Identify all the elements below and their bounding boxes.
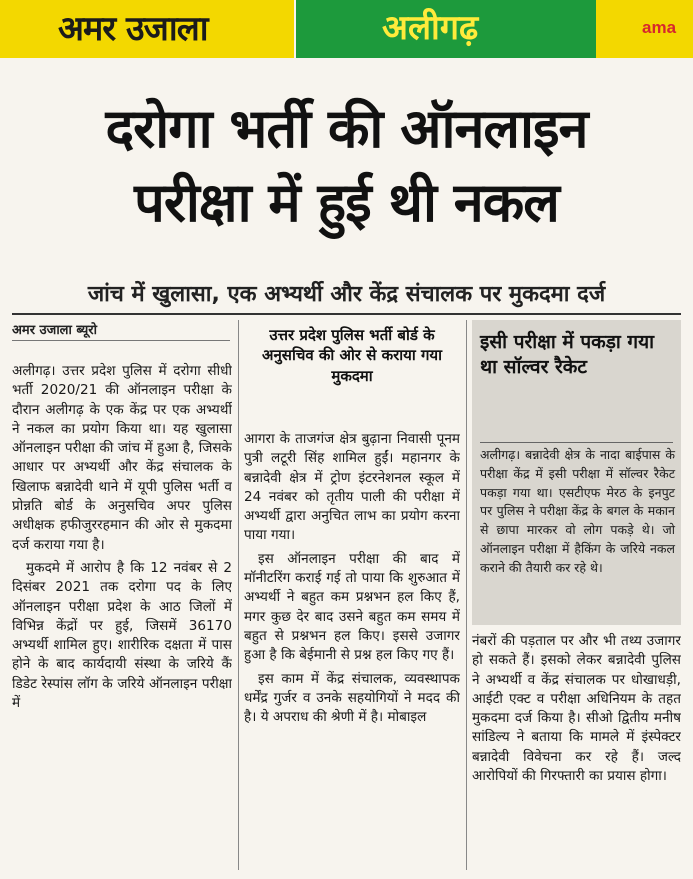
- sidebar-divider: [480, 442, 673, 443]
- sidebar-text: अलीगढ़। बन्नादेवी क्षेत्र के नादा बाईपास के परीक्षा केंद्र में इसी परीक्षा में सॉल्वर रैकेट पकड़ा गया था। एसटीएफ मेरठ के इनपुट पर पुलिस ने परीक्षा केंद्र के बगल के मकान से छापा मारकर वो लोग पकड़े थे। जो ऑनलाइन परीक्षा में हैकिंग के जरिये नकल कराने की तैयारी कर रहे थे।: [480, 447, 675, 575]
- headline: [0, 97, 693, 249]
- inset-headline: उत्तर प्रदेश पुलिस भर्ती बोर्ड के अनुसचिव की ओर से कराया गया मुकदमा: [262, 326, 442, 385]
- paragraph: इस काम में केंद्र संचालक, व्यवस्थापक धर्मेंद्र गुर्जर व उनके सहयोगियों ने मदद की है। ये अपराध की श्रेणी में है। मोबाइल: [244, 670, 460, 726]
- column-2: [244, 430, 460, 870]
- divider: [12, 313, 681, 315]
- paragraph: अलीगढ़। उत्तर प्रदेश पुलिस में दरोगा सीधी भर्ती 2020/21 की ऑनलाइन परीक्षा के दौरान अलीगढ़ के एक केंद्र पर एक अभ्यर्थी ने नकल का प्रयोग किया था। यह खुलासा ऑनलाइन परीक्षा की जांच में हुआ है, जिसके आधार पर अभ्यर्थी और केंद्र संचालक के खिलाफ बन्नादेवी थाने में यूपी पुलिस भर्ती व प्रोन्नति बोर्ड के अनुसचिव अपर पुलिस अधीक्षक हफीजुररहमान की ओर से मुकदमा दर्ज कराया गया है।: [12, 363, 232, 553]
- city-name: अलीगढ़: [382, 8, 479, 48]
- sidebar-title: इसी परीक्षा में पकड़ा गया था सॉल्वर रैकेट: [480, 331, 655, 378]
- column-1: [12, 362, 232, 872]
- sidebar-box: [472, 320, 681, 625]
- city-bar: [296, 0, 596, 58]
- brand-name: अमर उजाला: [58, 9, 208, 49]
- paragraph: आगरा के ताजगंज क्षेत्र बुढ़ाना निवासी पूनम पुत्री लटूरी सिंह शामिल हुईं। महानगर के बन्नादेवी क्षेत्र में ट्रोण इंटरनेशनल स्कूल में 24 नवंबर को तृतीय पाली की परीक्षा में अभ्यर्थी द्वारा अनुचित लाभ का प्रयोग करना पाया गया।: [244, 431, 460, 544]
- paragraph: इस ऑनलाइन परीक्षा की बाद में मॉनीटरिंग कराई गई तो पाया कि शुरुआत में अभ्यर्थी ने बहुत कम प्रश्नभन हल किए हैं, मगर कुछ देर बाद उसने बहुत कम समय में बहुत से प्रश्नभन हल किए। इससे उजागर हुआ है कि बेईमानी से प्रश्न हल किए गए हैं।: [244, 550, 460, 664]
- column-divider: [466, 320, 467, 870]
- headline-line-2: परीक्षा में हुई थी नकल: [134, 171, 559, 235]
- paragraph: मुकदमे में आरोप है कि 12 नवंबर से 2 दिसंबर 2021 तक दरोगा पद के लिए ऑनलाइन परीक्षा प्रदेश के आठ जिलों में विभिन्न केंद्रों पर हुई, जिसमें 36170 अभ्यर्थी शामिल हुए। शारीरिक दक्षता में पास होने के बाद कार्यदायी संस्था के जरिये कैं डिडेट रेस्पांस लॉग के जरिये ऑनलाइन परीक्षा में: [12, 559, 232, 712]
- byline-divider: [12, 340, 230, 341]
- masthead: [0, 0, 693, 58]
- brand-bar: [0, 0, 294, 58]
- headline-line-1: दरोगा भर्ती की ऑनलाइन: [105, 97, 588, 160]
- logo-fragment: [596, 0, 693, 58]
- column-divider: [238, 320, 239, 870]
- byline: अमर उजाला ब्यूरो: [12, 323, 97, 338]
- logo-text: ama: [642, 18, 677, 37]
- paragraph: नंबरों की पड़ताल पर और भी तथ्य उजागर हो सकते हैं। इसको लेकर बन्नादेवी पुलिस ने अभ्यर्थी व केंद्र संचालक पर धोखाधड़ी, आईटी एक्ट व परीक्षा अधिनियम के तहत मुकदमा दर्ज किया है। सीओ द्वितीय मनीष सांडिल्य ने बताया कि मामले में इंस्पेक्टर बन्नादेवी विवेचना कर रहे हैं। जल्द आरोपियों की गिरफ्तारी का प्रयास होगा।: [472, 633, 681, 785]
- subheadline: जांच में खुलासा, एक अभ्यर्थी और केंद्र संचालक पर मुकदमा दर्ज: [87, 282, 606, 307]
- column-3: [472, 632, 681, 872]
